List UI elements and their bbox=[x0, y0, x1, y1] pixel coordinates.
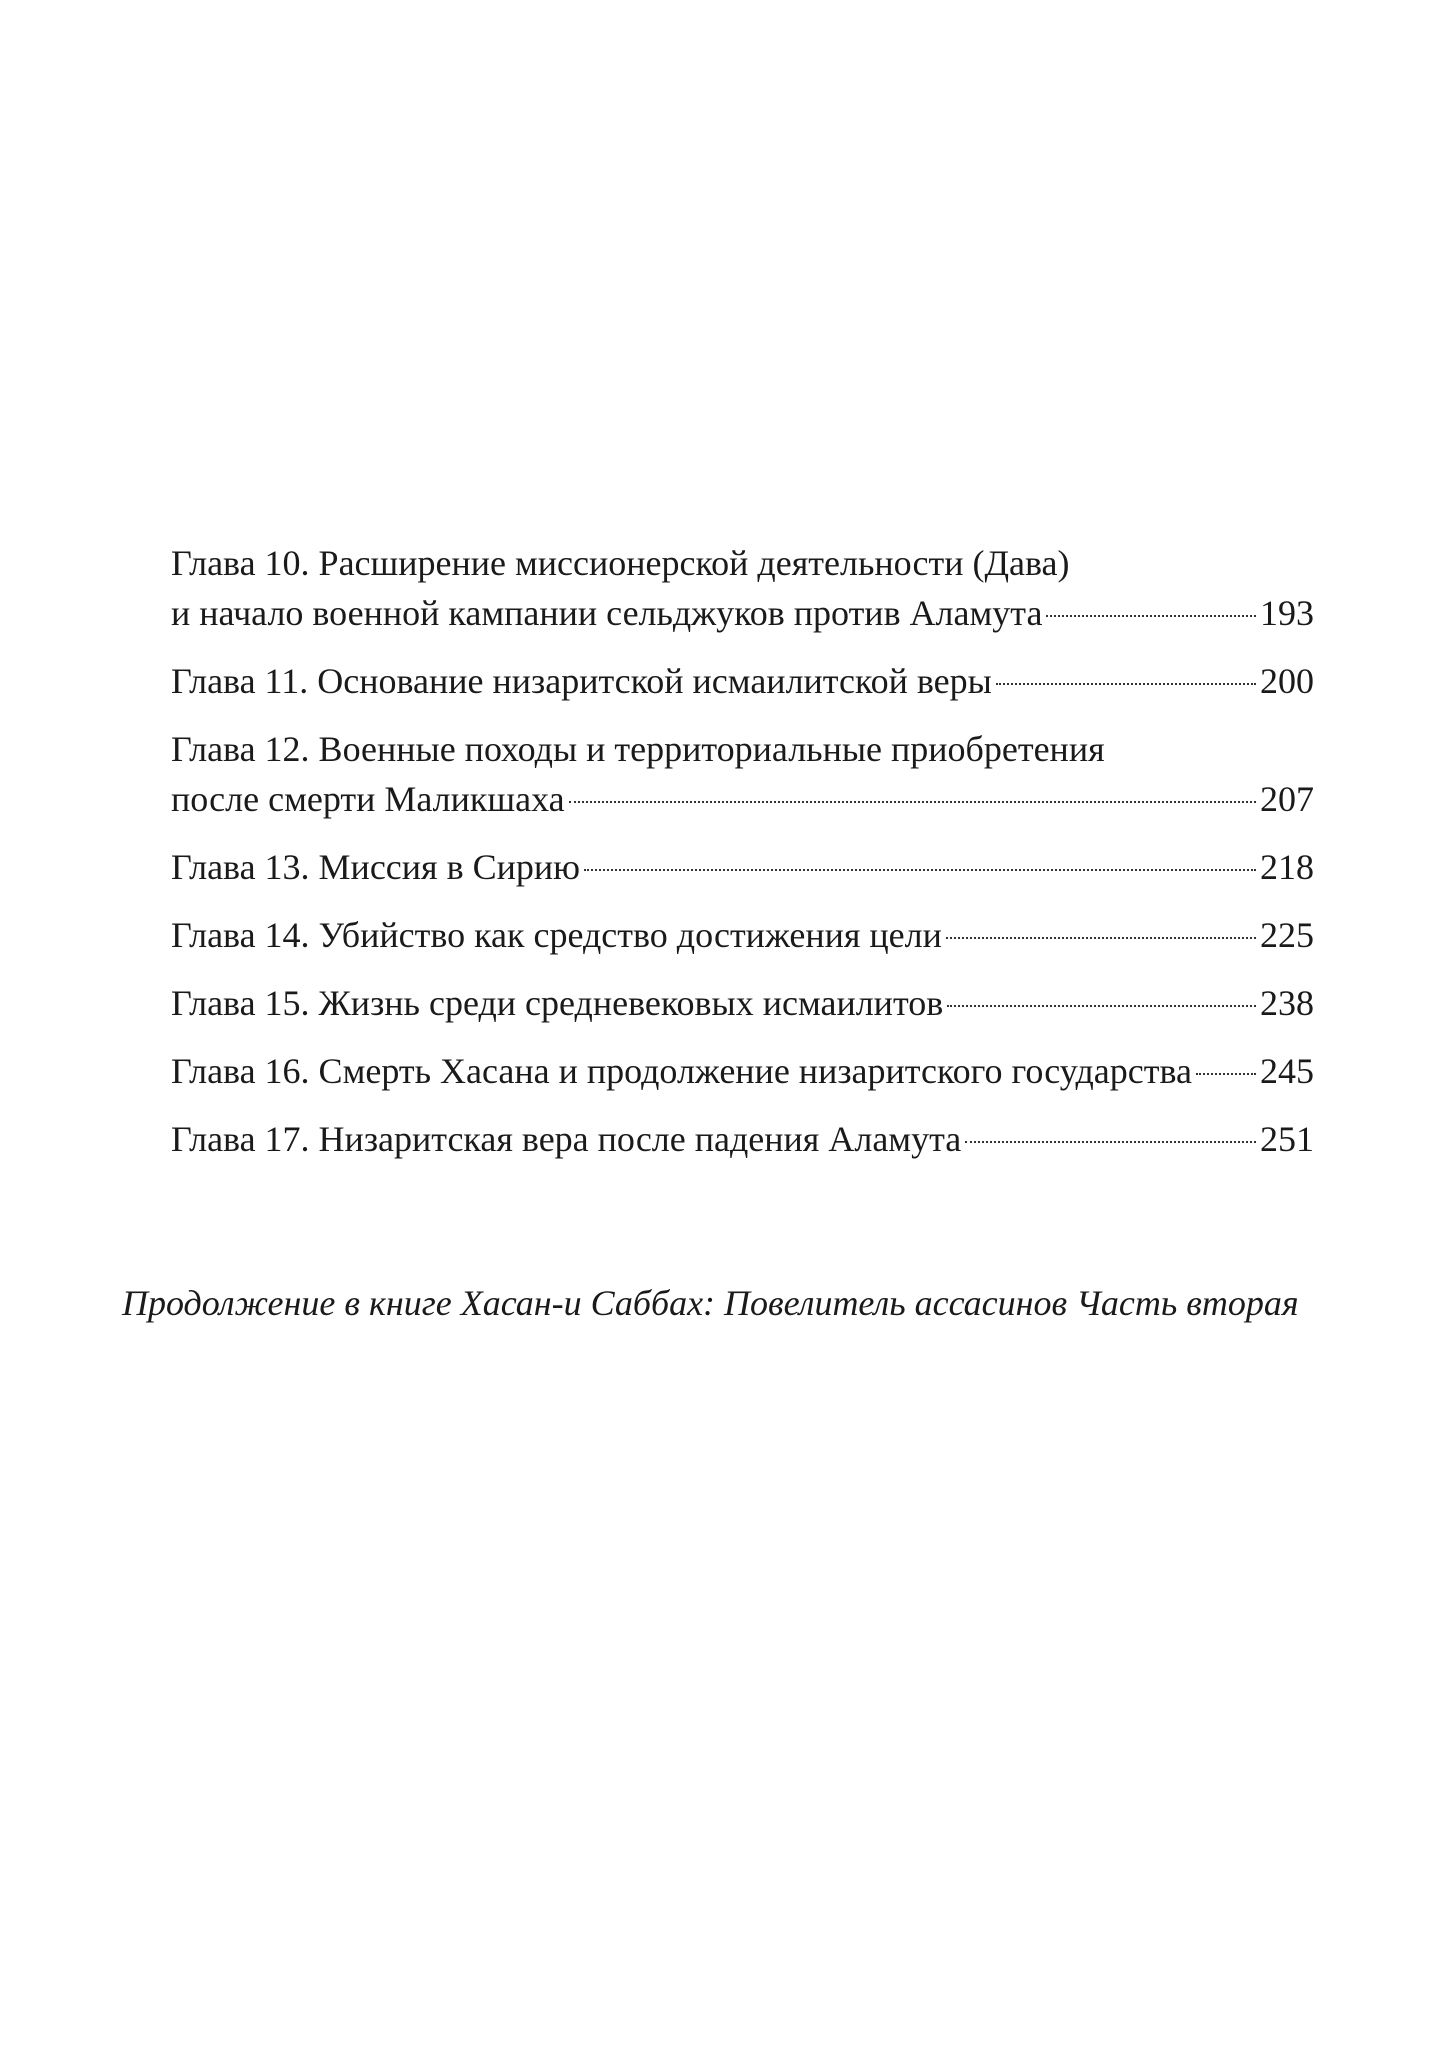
toc-entry-chapter-13 bbox=[171, 842, 1314, 892]
table-of-contents bbox=[171, 538, 1314, 1182]
toc-entry-title-line: Глава 16. Смерть Хасана и продолжение низаритского государства bbox=[171, 1051, 1192, 1091]
toc-page-number: 245 bbox=[1260, 1051, 1314, 1091]
toc-entry-last-line bbox=[171, 910, 1314, 960]
toc-entry-chapter-14 bbox=[171, 910, 1314, 960]
dot-leader bbox=[584, 869, 1256, 871]
dot-leader bbox=[1046, 615, 1256, 617]
toc-entry-title-line: Глава 10. Расширение миссионерской деятельности (Дава) bbox=[171, 543, 1070, 583]
toc-entry-last-line bbox=[171, 774, 1314, 824]
toc-entry-last-line bbox=[171, 978, 1314, 1028]
toc-entry-chapter-17 bbox=[171, 1114, 1314, 1164]
dot-leader bbox=[1196, 1073, 1256, 1075]
toc-entry-last-line bbox=[171, 842, 1314, 892]
toc-entry-title-line: после смерти Маликшаха bbox=[171, 779, 565, 819]
toc-page-number: 238 bbox=[1260, 983, 1314, 1023]
toc-entry-last-line bbox=[171, 1114, 1314, 1164]
toc-entry-title-line: Глава 13. Миссия в Сирию bbox=[171, 847, 581, 887]
toc-entry-title-line: Глава 15. Жизнь среди средневековых исмаилитов bbox=[171, 983, 944, 1023]
toc-entry-last-line bbox=[171, 1046, 1314, 1096]
toc-entry-chapter-10 bbox=[171, 538, 1314, 638]
toc-page-number: 193 bbox=[1260, 593, 1314, 633]
toc-page-number: 218 bbox=[1260, 847, 1314, 887]
dot-leader bbox=[996, 683, 1256, 685]
toc-page-number: 225 bbox=[1260, 915, 1314, 955]
dot-leader bbox=[569, 801, 1256, 803]
dot-leader bbox=[965, 1141, 1256, 1143]
toc-entry-title-line: Глава 12. Военные походы и территориальные приобретения bbox=[171, 729, 1105, 769]
toc-entry-last-line bbox=[171, 656, 1314, 706]
toc-entry-last-line bbox=[171, 588, 1314, 638]
toc-page-number: 207 bbox=[1260, 779, 1314, 819]
dot-leader bbox=[947, 1005, 1256, 1007]
toc-entry-title-line: и начало военной кампании сельджуков против Аламута bbox=[171, 593, 1043, 633]
toc-entry-chapter-11 bbox=[171, 656, 1314, 706]
toc-entry-chapter-15 bbox=[171, 978, 1314, 1028]
toc-entry-chapter-16 bbox=[171, 1046, 1314, 1096]
toc-page-number: 200 bbox=[1260, 661, 1314, 701]
dot-leader bbox=[946, 937, 1256, 939]
toc-page-number: 251 bbox=[1260, 1119, 1314, 1159]
toc-entry-chapter-12 bbox=[171, 724, 1314, 824]
continuation-note: Продолжение в книге Хасан-и Саббах: Повелитель ассасинов Часть вторая bbox=[122, 1283, 1299, 1323]
toc-entry-title-line: Глава 11. Основание низаритской исмаилитской веры bbox=[171, 661, 992, 701]
toc-entry-title-line: Глава 17. Низаритская вера после падения Аламута bbox=[171, 1119, 962, 1159]
toc-entry-title-line: Глава 14. Убийство как средство достижения цели bbox=[171, 915, 942, 955]
